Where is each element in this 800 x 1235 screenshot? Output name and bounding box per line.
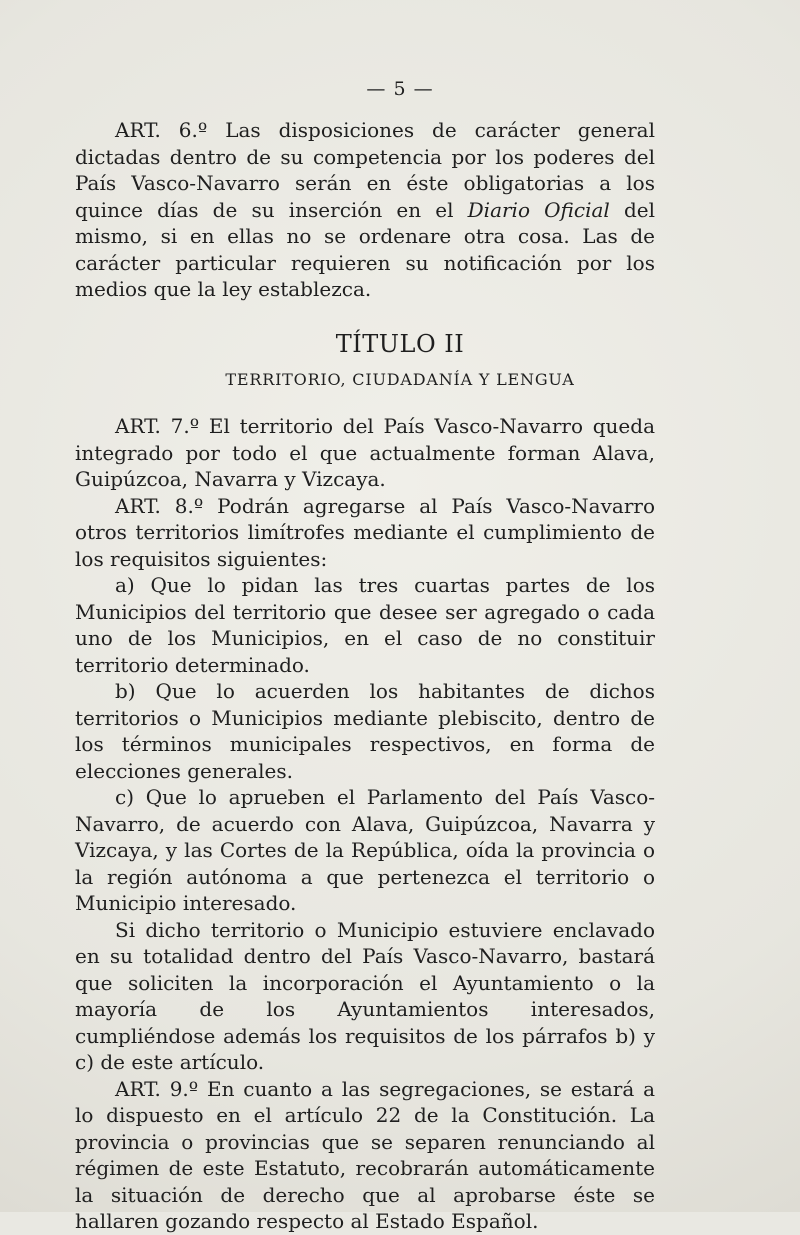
article-6-text-before-italic: Las disposiciones de carácter general dictadas dentro de su competencia por los poderes del País Vasco-Navarro serán en éste obligatorias a los quince días de su inserción en el bbox=[75, 118, 655, 222]
article-8-paragraph bbox=[75, 493, 655, 573]
article-8-item-a: a) Que lo pidan las tres cuartas partes de los Municipios del territorio que desee ser agregado o cada uno de los Municipios, en el caso de no constituir territorio determinado. bbox=[75, 573, 655, 677]
article-9-paragraph bbox=[75, 1076, 655, 1235]
articles-7-9-block bbox=[75, 413, 655, 1235]
article-6-text-after-italic: del mismo, si en ellas no se ordenare otra cosa. Las de carácter particular requieren su notificación por los medios que la ley establezca. bbox=[75, 197, 655, 301]
article-6-label: ART. 6.º bbox=[115, 118, 208, 142]
article-6-paragraph bbox=[75, 117, 655, 303]
article-7-paragraph bbox=[75, 413, 655, 493]
titulo-ii-heading: TÍTULO II bbox=[335, 330, 465, 358]
article-9-text: En cuanto a las segregaciones, se estará a lo dispuesto en el artículo 22 de la Constitución. La provincia o provincias que se separen renunciando al régimen de este Estatuto, recobrarán automáticamente la situación de derecho que al aprobarse éste se hallaren gozando respecto al Estado Español. bbox=[75, 1076, 655, 1233]
article-8-text: Podrán agregarse al País Vasco-Navarro otros territorios limítrofes mediante el cumplimiento de los requisitos siguientes: bbox=[75, 493, 655, 571]
article-8-item-b: b) Que lo acuerden los habitantes de dichos territorios o Municipios mediante plebiscito, dentro de los términos municipales respectivos, en forma de elecciones generales. bbox=[75, 679, 655, 783]
article-8-label: ART. 8.º bbox=[115, 493, 204, 518]
article-8-item-c: c) Que lo aprueben el Parlamento del País Vasco-Navarro, de acuerdo con Alava, Guipúzcoa, Navarra y Vizcaya, y las Cortes de la República, oída la provincia o la región autónoma a que pertenezca el territorio o Municipio interesado. bbox=[75, 785, 655, 915]
page-number: — 5 — bbox=[366, 78, 434, 100]
article-7-text: El territorio del País Vasco-Navarro queda integrado por todo el que actualmente forman Alava, Guipúzcoa, Navarra y Vizcaya. bbox=[75, 414, 655, 491]
article-6-block bbox=[75, 117, 655, 303]
article-7-label: ART. 7.º bbox=[115, 414, 200, 438]
diario-oficial-italic: Diario Oficial bbox=[467, 197, 610, 222]
section-subtitle: TERRITORIO, CIUDADANÍA Y LENGUA bbox=[225, 370, 575, 389]
article-9-label: ART. 9.º bbox=[115, 1076, 199, 1101]
article-8-closing-paragraph: Si dicho territorio o Municipio estuviere enclavado en su totalidad dentro del País Vasco-Navarro, bastará que soliciten la incorporación el Ayuntamiento o la mayoría de los Ayuntamientos interesados, cumpliéndose además los requisitos de los párrafos b) y c) de este artículo. bbox=[75, 917, 655, 1074]
